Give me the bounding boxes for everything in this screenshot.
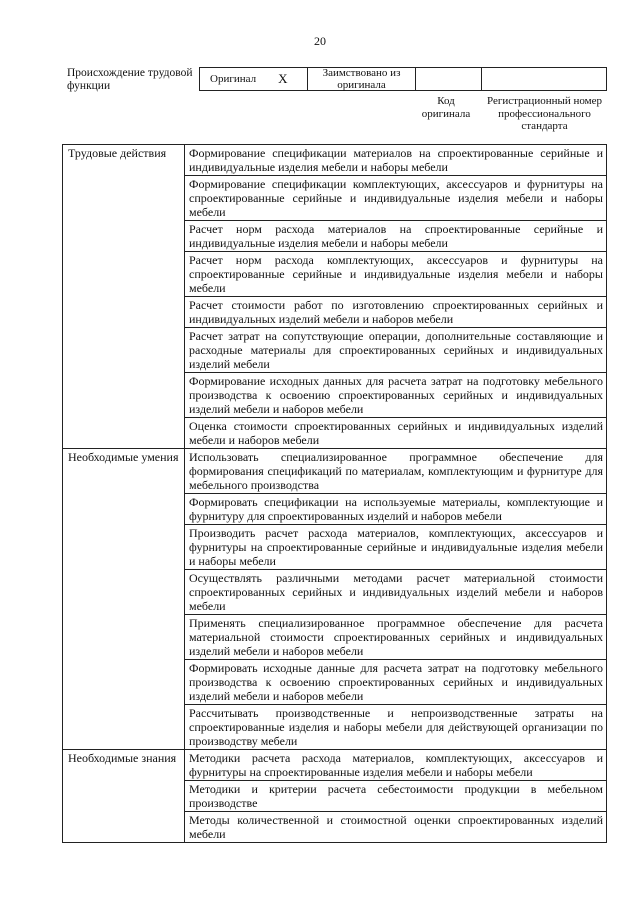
- section-item: Осуществлять различными методами расчет материальной стоимости спроектированных серийных и индивидуальных изделий мебели и наборов мебели: [185, 570, 607, 615]
- table-row: [63, 750, 607, 781]
- section-item: Оценка стоимости спроектированных серийных и индивидуальных изделий мебели и наборов мебели: [185, 418, 607, 449]
- original-mark: X: [278, 71, 288, 86]
- section-item: Расчет стоимости работ по изготовлению спроектированных серийных и индивидуальных изделий мебели и наборов мебели: [185, 297, 607, 328]
- original-label: Оригинал: [210, 73, 257, 85]
- section-title: Необходимые знания: [63, 750, 185, 843]
- section-item: Формирование спецификации материалов на спроектированные серийные и индивидуальные изделия мебели и наборы мебели: [185, 145, 607, 176]
- section-item: Формирование исходных данных для расчета затрат на подготовку мебельного производства к освоению спроектированных серийных и индивидуальных изделий мебели и наборов мебели: [185, 373, 607, 418]
- section-title: Необходимые умения: [63, 449, 185, 750]
- section-item: Рассчитывать производственные и непроизводственные затраты на спроектированные изделия и наборы мебели для действующей организации по производству мебели: [185, 705, 607, 750]
- section-item: Расчет норм расхода материалов на спроектированные серийные и индивидуальные изделия мебели и наборы мебели: [185, 221, 607, 252]
- page-number: 20: [314, 34, 326, 48]
- section-item: Производить расчет расхода материалов, комплектующих, аксессуаров и фурнитуры на спроектированные серийные и индивидуальные изделия мебели и наборы мебели: [185, 525, 607, 570]
- borrowed-cell: [308, 68, 416, 90]
- section-item: Методы количественной и стоимостной оценки спроектированных изделий мебели: [185, 812, 607, 843]
- section-title: Трудовые действия: [63, 145, 185, 449]
- borrowed-label-line2: оригинала: [337, 79, 386, 91]
- reg-number-cell: [482, 68, 606, 90]
- borrowed-label-line1: Заимствовано из: [322, 67, 401, 79]
- section-item: Формировать исходные данные для расчета затрат на подготовку мебельного производства к освоению спроектированных серийных и индивидуальных изделий мебели и наборов мебели: [185, 660, 607, 705]
- original-cell: [200, 68, 308, 90]
- code-caption: Код оригинала: [421, 95, 471, 120]
- table-row: [63, 449, 607, 494]
- section-item: Использовать специализированное программное обеспечение для формирования спецификаций по материалам, комплектующим и фурнитуре для мебельного производства: [185, 449, 607, 494]
- section-item: Формировать спецификации на используемые материалы, комплектующие и фурнитуру для спроектированных изделий и наборов мебели: [185, 494, 607, 525]
- origin-label: Происхождение трудовой функции: [67, 67, 193, 92]
- section-item: Расчет норм расхода комплектующих, аксессуаров и фурнитуры на спроектированные серийные и индивидуальные изделия мебели и наборы мебели: [185, 252, 607, 297]
- section-item: Формирование спецификации комплектующих, аксессуаров и фурнитуры на спроектированные серийные и индивидуальные изделия мебели и наборы мебели: [185, 176, 607, 221]
- section-item: Применять специализированное программное обеспечение для расчета материальной стоимости спроектированных серийных и индивидуальных изделий мебели и наборов мебели: [185, 615, 607, 660]
- origin-box: [199, 67, 607, 91]
- competency-table: [62, 144, 607, 843]
- section-item: Расчет затрат на сопутствующие операции, дополнительные составляющие и расходные материалы для спроектированных серийных и индивидуальных изделий мебели: [185, 328, 607, 373]
- section-item: Методики расчета расхода материалов, комплектующих, аксессуаров и фурнитуры на спроектированные изделия мебели и наборы мебели: [185, 750, 607, 781]
- code-cell: [416, 68, 482, 90]
- section-item: Методики и критерии расчета себестоимости продукции в мебельном производстве: [185, 781, 607, 812]
- reg-number-caption: Регистрационный номер профессионального стандарта: [486, 95, 603, 132]
- table-row: [63, 145, 607, 176]
